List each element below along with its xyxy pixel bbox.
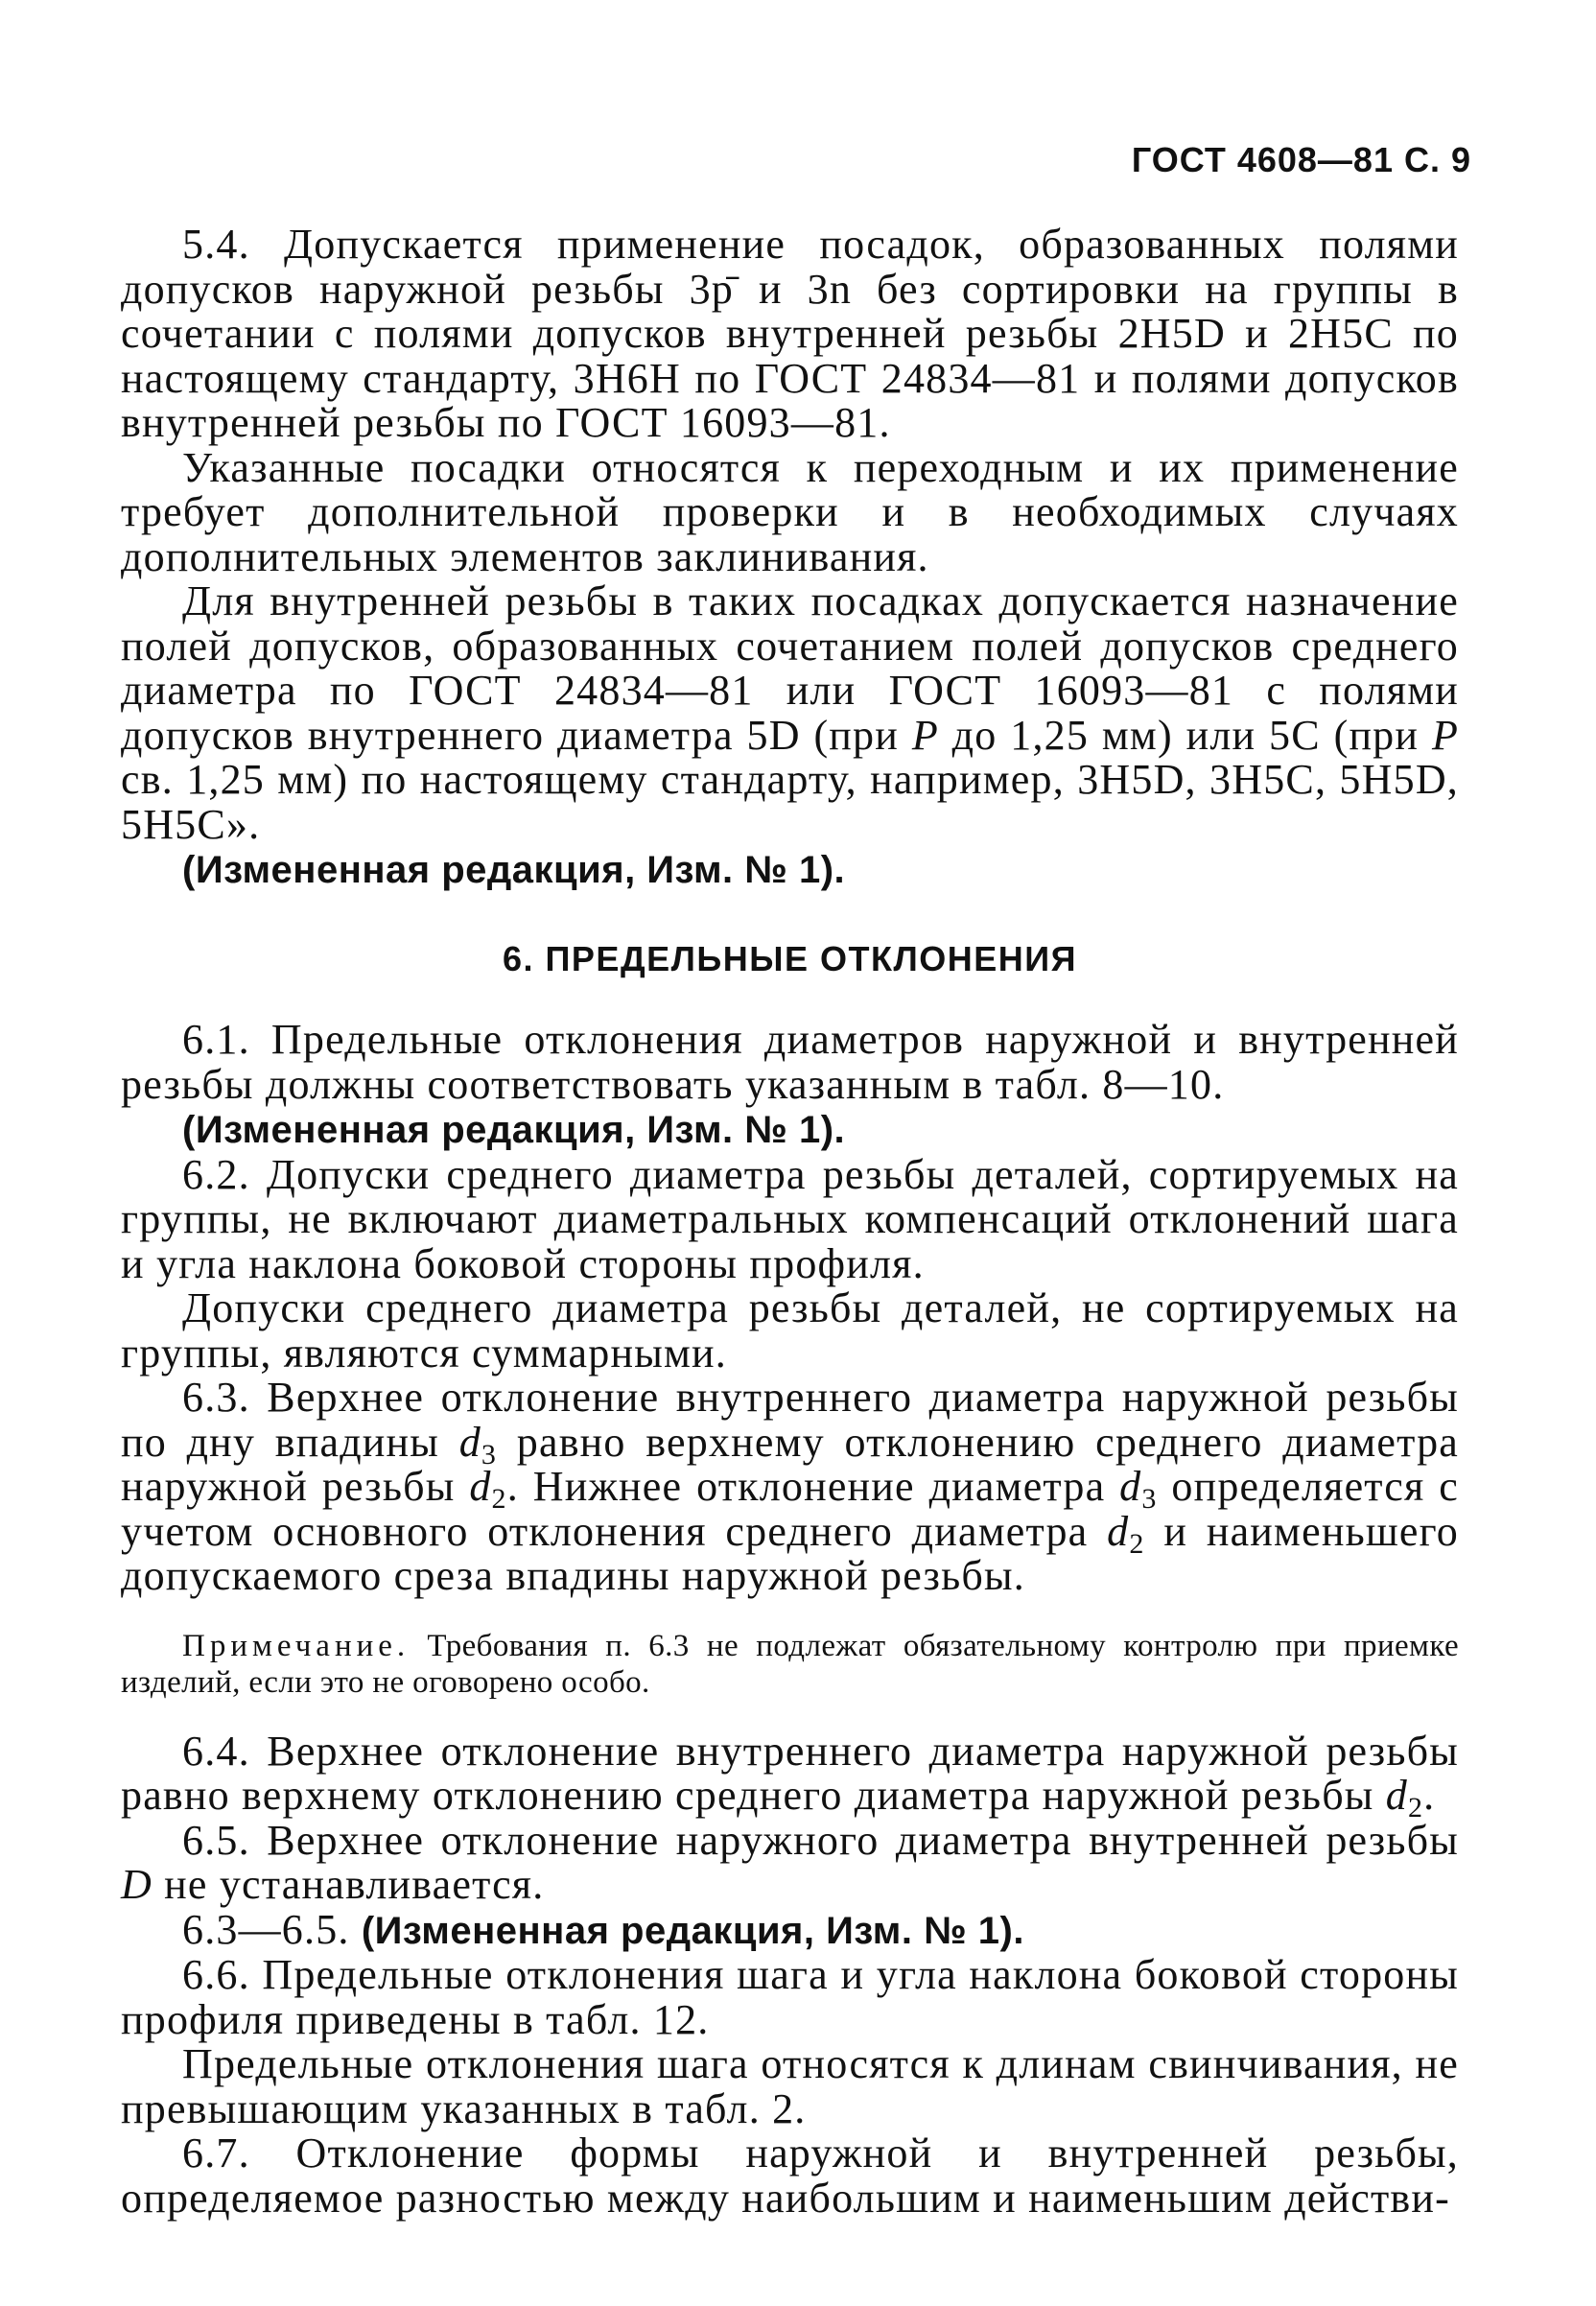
paragraph-6-2: 6.2. Допуски среднего диаметра резьбы деталей, сортируемых на группы, не включают диаметральных компенсаций отклонений шага и угла наклона боковой стороны профиля.: [121, 1150, 1459, 1287]
note: [121, 1628, 1459, 1701]
symbol-d: d: [1385, 1772, 1408, 1819]
paragraph-6-2-b: Допуски среднего диаметра резьбы деталей, не сортируемых на группы, являются суммарными.: [121, 1284, 1459, 1377]
text-run: определяется с учетом основного отклонения среднего диаметра: [121, 1463, 1459, 1555]
section-title: 6. ПРЕДЕЛЬНЫЕ ОТКЛОНЕНИЯ: [503, 938, 1077, 978]
text-run: 6.4. Верхнее отклонение внутреннего диаметра наружной резьбы равно верхнему отклонению среднего диаметра наружной резьбы: [121, 1727, 1459, 1819]
paragraph-6-6-b: Предельные отклонения шага относятся к длинам свинчивания, не превышающим указанных в табл. 2.: [121, 2040, 1459, 2132]
subscript: 2: [1129, 1527, 1145, 1560]
text-run: 6.5. Верхнее отклонение наружного диаметра внутренней резьбы: [182, 1816, 1459, 1864]
text-run: Для внутренней резьбы в таких посадках допускается назначение полей допусков, образованных сочетанием полей допусков среднего диаметра по ГОСТ 24834—81 или ГОСТ 16093—81 с полями допусков внутреннего диаметра 5D (при: [121, 577, 1459, 759]
paragraph-5-4-b: Указанные посадки относятся к переходным и их применение требует дополнительной проверки и в необходимых случаях дополнительных элементов заклинивания.: [121, 443, 1459, 580]
amendment-note: [121, 847, 1459, 893]
paragraph-6-1: 6.1. Предельные отклонения диаметров наружной и внутренней резьбы должны соответствовать указанным в табл. 8—10.: [121, 1016, 1459, 1108]
text-run: равно верхнему отклонению среднего диаметра наружной резьбы: [121, 1418, 1460, 1510]
paragraph-6-6: 6.6. Предельные отклонения шага и угла наклона боковой стороны профиля приведены в табл. 12.: [121, 1951, 1459, 2043]
paragraph-5-4-c: [121, 579, 1459, 847]
symbol-p: P: [911, 711, 939, 759]
text-run: . Нижнее отклонение диаметра: [506, 1463, 1120, 1510]
symbol-p: P: [1431, 711, 1460, 759]
paragraph-6-4: [121, 1727, 1459, 1824]
text-run: не устанавливается.: [152, 1861, 545, 1908]
subscript: 2: [1407, 1792, 1424, 1824]
paragraph-6-7: 6.7. Отклонение формы наружной и внутренней резьбы, определяемое разностью между наибольшим и наименьшим действи-: [121, 2130, 1459, 2222]
running-header: ГОСТ 4608—81 С. 9: [1131, 140, 1471, 179]
subscript: 3: [1141, 1483, 1158, 1515]
subscript: 3: [481, 1438, 498, 1471]
paragraph-6-3: [121, 1376, 1459, 1599]
symbol-d-upper: D: [121, 1861, 153, 1908]
note-text: Требования п. 6.3 не подлежат обязательному контролю при приемке изделий, если это не оговорено особо.: [121, 1628, 1459, 1700]
paragraph-6-5: [121, 1816, 1459, 1908]
amendment-note: [121, 1905, 1459, 1954]
paragraph-5-4: 5.4. Допускается применение посадок, образованных полями допусков наружной резьбы 3р̄ и 3n без сортировки на группы в сочетании с полями допусков внутренней резьбы 2H5D и 2H5C по настоящему стандарту, 3H6H по ГОСТ 24834—81 и полями допусков внутренней резьбы по ГОСТ 16093—81.: [121, 221, 1459, 446]
subscript: 2: [491, 1483, 507, 1515]
text-run: .: [1423, 1772, 1436, 1819]
amendment-text: (Измененная редакция, Изм. № 1).: [182, 849, 846, 891]
amendment-note: [121, 1107, 1459, 1153]
symbol-d: d: [1107, 1507, 1130, 1555]
text-run: до 1,25 мм) или 5С (при: [938, 711, 1432, 759]
amendment-text: (Измененная редакция, Изм. № 1).: [182, 1109, 846, 1151]
symbol-d: d: [458, 1418, 481, 1466]
note-label: Примечание.: [182, 1628, 411, 1663]
symbol-d: d: [469, 1463, 492, 1510]
amendment-text: (Измененная редакция, Изм. № 1).: [361, 1909, 1024, 1952]
text-run: 6.3. Верхнее отклонение внутреннего диаметра наружной резьбы по дну впадины: [121, 1374, 1459, 1466]
text-run: и наименьшего допускаемого среза впадины наружной резьбы.: [121, 1507, 1459, 1599]
symbol-d: d: [1119, 1463, 1142, 1510]
text-run: св. 1,25 мм) по настоящему стандарту, например, 3H5D, 3H5C, 5H5D, 5H5C».: [121, 756, 1459, 848]
document-body: [121, 223, 1459, 2221]
amendment-prefix: 6.3—6.5.: [182, 1905, 362, 1953]
